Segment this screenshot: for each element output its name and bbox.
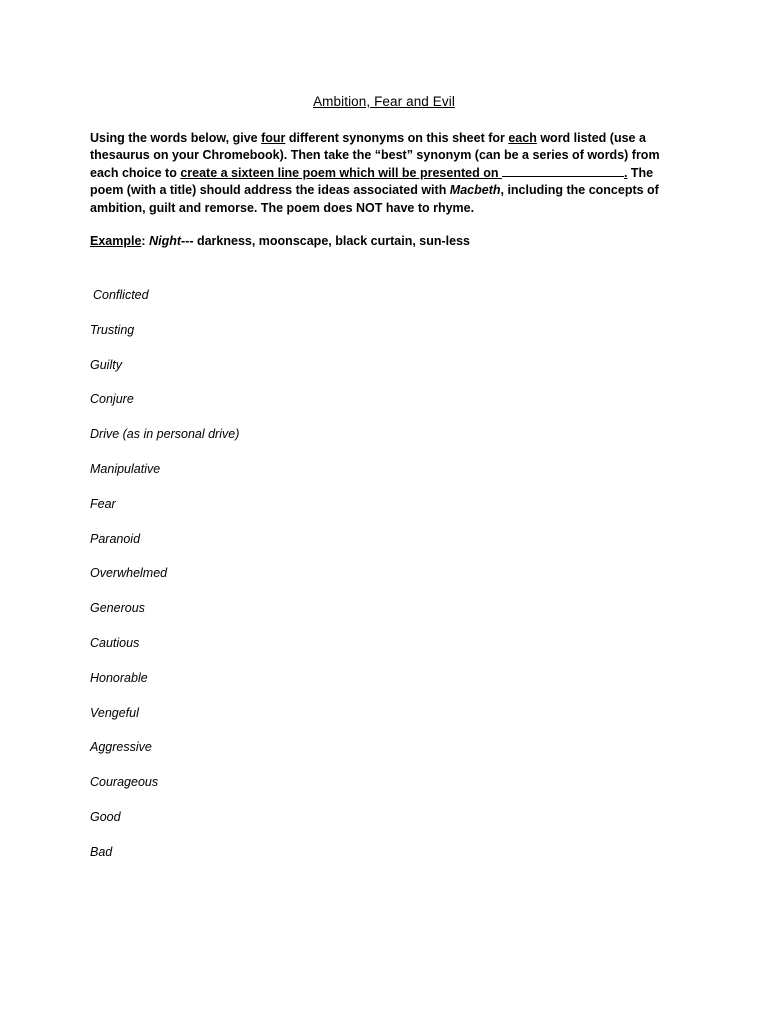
word-item: Paranoid	[90, 531, 141, 546]
word-item: Manipulative	[90, 461, 161, 476]
instructions-text-4: The poem (with a title) should address the ideas associated with	[90, 165, 654, 198]
word-item: Cautious	[90, 635, 140, 650]
instructions-period: .	[623, 165, 628, 180]
word-item: Drive (as in personal drive)	[90, 427, 240, 442]
example-colon: :	[141, 234, 150, 248]
word-item: Trusting	[90, 322, 135, 337]
word-item: Conjure	[90, 392, 134, 407]
instructions-paragraph	[90, 130, 680, 217]
word-item: Guilty	[90, 357, 122, 372]
word-item: Fear	[90, 496, 116, 511]
instructions-four: four	[261, 131, 286, 145]
instructions-text-5: , including the concepts of ambition, guilt and remorse. The poem does NOT have to rhyme.	[90, 183, 659, 215]
word-list	[90, 288, 239, 880]
word-item: Good	[90, 809, 121, 824]
word-item: Conflicted	[93, 288, 149, 302]
word-item: Aggressive	[90, 740, 152, 755]
word-item: Honorable	[90, 670, 148, 685]
instructions-create-poem: create a sixteen line poem which will be presented on	[180, 165, 502, 180]
example-label: Example	[90, 234, 142, 248]
instructions-text-3: word listed (use a thesaurus on your Chromebook). Then take the “best” synonym (can be a series of words) from each choice to	[90, 131, 660, 180]
presentation-date-blank	[502, 165, 624, 177]
word-item: Bad	[90, 844, 113, 859]
word-item: Courageous	[90, 775, 159, 790]
instructions-text-2: different synonyms on this sheet for	[285, 131, 509, 145]
instructions-text-1: Using the words below, give	[90, 131, 262, 145]
instructions-each: each	[508, 131, 537, 145]
document-title: Ambition, Fear and Evil	[313, 94, 455, 109]
example-word: Night	[149, 234, 181, 248]
word-item: Vengeful	[90, 705, 139, 720]
example-line	[90, 234, 470, 248]
example-synonyms: --- darkness, moonscape, black curtain, sun-less	[181, 234, 470, 248]
word-item: Overwhelmed	[90, 566, 168, 581]
macbeth-title: Macbeth	[449, 183, 501, 198]
word-item: Generous	[90, 601, 145, 616]
